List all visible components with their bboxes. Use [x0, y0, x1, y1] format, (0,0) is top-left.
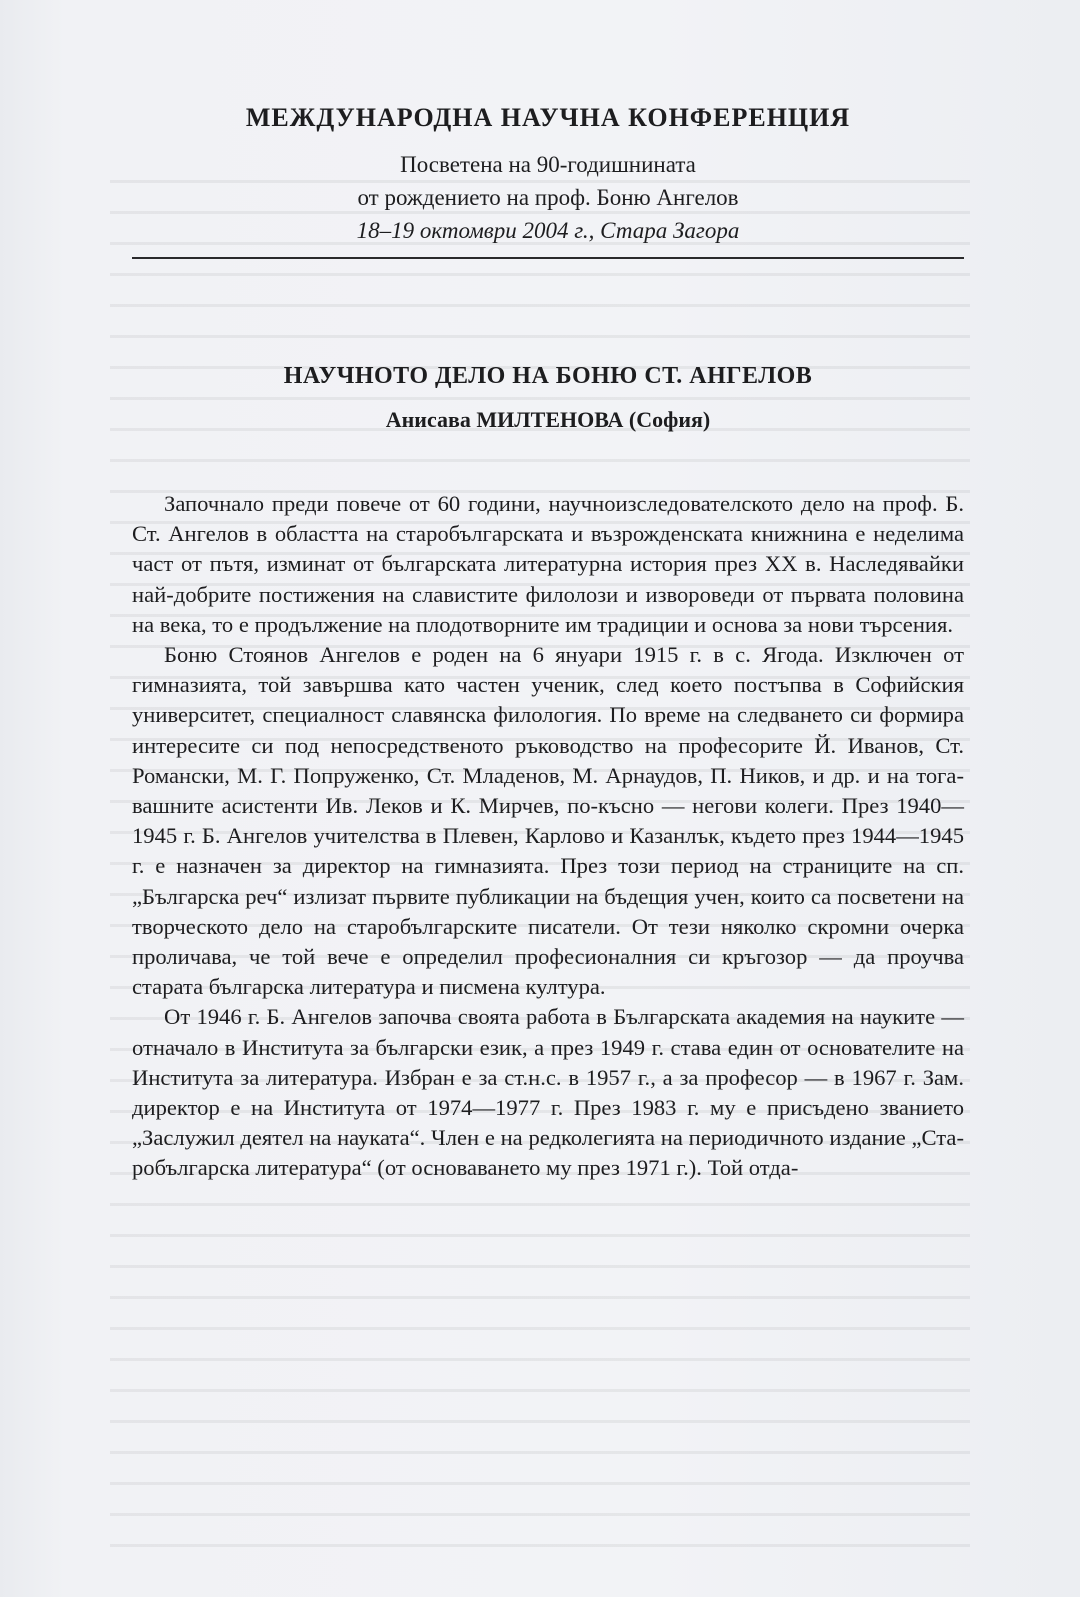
conference-date-place: 18–19 октомври 2004 г., Стара Загора	[356, 218, 740, 243]
conference-title: МЕЖДУНАРОДНА НАУЧНА КОНФЕРЕНЦИЯ	[245, 103, 851, 132]
dedication-line-2: от рождението на проф. Боню Ангелов	[357, 185, 739, 210]
paragraph: Започнало преди повече от 60 години, научноизследователското дело на проф. Б. Ст. Ангелов в областта на старобългарската и възрожденската книжнина е неделима част от пътя, изминат от българската литературна история през XX в. Наследявайки най-добрите постижения на славистите филолози и извороведи от първата половина на века, то е продължение на плодотворните им традиции и основа за нови търсения.	[132, 491, 964, 637]
paragraph: Боню Стоянов Ангелов е роден на 6 януари 1915 г. в с. Ягода. Изключен от гимназията, той завършва като частен ученик, след което постъпва в Софийския университет, специалност славянска филология. По време на следването си формира интересите си под непосредственото ръководство на професорите Й. Иванов, Ст. Романски, М. Г. Попруженко, Ст. Младенов, М. Арнаудов, П. Ников, и др. и на тогавашните асистенти Ив. Леков и К. Мирчев, по-късно — негови колеги. През 1940—1945 г. Б. Ангелов учителства в Плевен, Карлово и Казанлък, където през 1944—1945 г. е назначен за директор на гимназията. През този период на страниците на сп. „Българска реч“ излизат първите публикации на бъдещия учен, които са посветени на творческото дело на старобългарските писатели. От тези няколко скромни очерка проличава, че той вече е определил професионалния си кръгозор — да проучва старата българска литература и писмена култура.	[132, 642, 964, 1000]
header-divider	[132, 257, 964, 259]
dedication-line-1: Посветена на 90-годишнината	[400, 152, 696, 177]
paragraph: От 1946 г. Б. Ангелов започва своята работа в Българската академия на науките — отначало в Института за български език, а през 1949 г. става един от основателите на Института за литература. Избран е за ст.н.с. в 1957 г., а за професор — в 1967 г. Зам. директор е на Института от 1974—1977 г. През 1983 г. му е присъдено званието „Заслужил деятел на науката“. Член е на редколегията на периодичното издание „Старобългарска литература“ (от основаването му през 1971 г.). Той отда-	[132, 1004, 964, 1181]
article-body	[132, 489, 964, 1184]
article-title: НАУЧНОТО ДЕЛО НА БОНЮ СТ. АНГЕЛОВ	[283, 363, 813, 389]
article-author: Анисава МИЛТЕНОВА (София)	[385, 407, 711, 432]
page-content	[132, 98, 964, 1184]
